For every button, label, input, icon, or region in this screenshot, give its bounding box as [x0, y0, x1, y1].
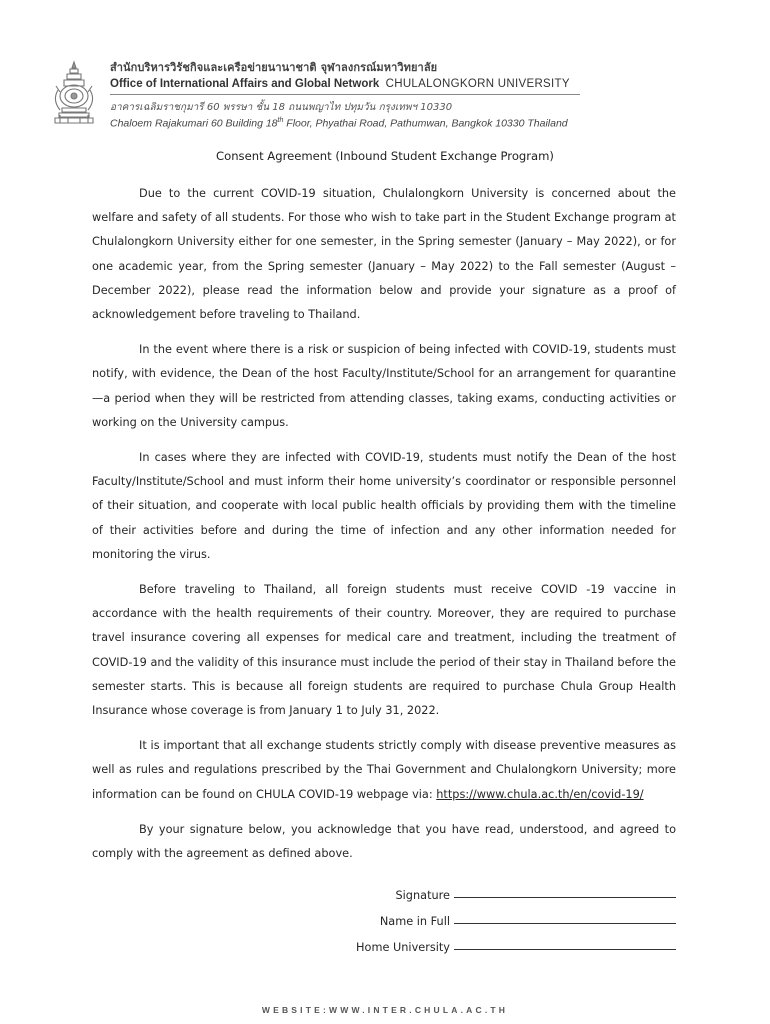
document-title: Consent Agreement (Inbound Student Exchange Program): [216, 149, 554, 163]
address-part-2: Floor, Phyathai Road, Pathumwan, Bangkok 10330 Thailand: [283, 117, 568, 130]
university-row: [330, 928, 676, 954]
address-ordinal: th: [277, 117, 284, 124]
document-body: [92, 182, 676, 877]
signature-line[interactable]: [454, 883, 676, 898]
address-part-1: Chaloem Rajakumari 60 Building 18: [110, 117, 278, 130]
covid-webpage-link[interactable]: https://www.chula.ac.th/en/covid-19/: [436, 787, 644, 801]
university-name: CHULALONGKORN UNIVERSITY: [385, 78, 570, 90]
university-label: Home University: [356, 941, 450, 954]
name-row: [330, 902, 676, 928]
name-label: Name in Full: [379, 915, 450, 928]
thai-address: อาคารเฉลิมราชกุมารี 60 พรรษา ชั้น 18 ถนนพญาไท ปทุมวัน กรุงเทพฯ 10330: [110, 102, 453, 113]
university-seal-icon: [50, 60, 98, 126]
paragraph-quarantine: In the event where there is a risk or suspicion of being infected with COVID-19, students must notify, with evidence, the Dean of the host Faculty/Institute/School for an arrangement for quarantine—a period when they will be restricted from attending classes, taking exams, conducting activities or working on the University campus.: [92, 343, 676, 429]
paragraph-acknowledgement: By your signature below, you acknowledge that you have read, understood, and agreed to comply with the agreement as defined above.: [92, 822, 676, 861]
office-name: Office of International Affairs and Global Network: [110, 78, 380, 90]
signature-row: [330, 876, 676, 902]
footer-website: WEBSITE:WWW.INTER.CHULA.AC.TH: [261, 1005, 509, 1015]
paragraph-vaccine-insurance: Before traveling to Thailand, all foreign students must receive COVID -19 vaccine in accordance with the health requirements of their country. Moreover, they are required to purchase travel insurance covering all expenses for medical care and treatment, including the treatment of COVID-19 and the validity of this insurance must include the period of their stay in Thailand before the semester starts. This is because all foreign students are required to purchase Chula Group Health Insurance whose coverage is from January 1 to July 31, 2022.: [92, 583, 676, 718]
paragraph-intro: Due to the current COVID-19 situation, Chulalongkorn University is concerned about the welfare and safety of all students. For those who wish to take part in the Student Exchange program at Chulalongkorn University either for one semester, in the Spring semester (January – May 2022), or for one academic year, from the Spring semester (January – May 2022) to the Fall semester (August – December 2022), please read the information below and provide your signature as a proof of acknowledgement before traveling to Thailand.: [92, 187, 676, 322]
english-address: [110, 117, 580, 130]
english-org-name: [110, 78, 580, 90]
letterhead-divider: [110, 94, 580, 95]
signature-label: Signature: [395, 889, 450, 902]
university-line[interactable]: [454, 935, 676, 950]
letterhead: [50, 58, 580, 128]
paragraph-compliance: [92, 734, 676, 807]
paragraph-infection: In cases where they are infected with COVID-19, students must notify the Dean of the host Faculty/Institute/School and must inform their home university’s coordinator or responsible personnel of their situation, and cooperate with local public health officials by providing them with the timeline of their activities before and during the time of infection and any other information needed for monitoring the virus.: [92, 451, 676, 561]
letterhead-text: [110, 58, 580, 130]
thai-org-name: สำนักบริหารวิรัชกิจและเครือข่ายนานาชาติ จุฬาลงกรณ์มหาวิทยาลัย: [110, 61, 438, 74]
compliance-text: It is important that all exchange students strictly comply with disease preventive measures as well as rules and regulations prescribed by the Thai Government and Chulalongkorn University; more information can be found on CHULA COVID-19 webpage via:: [92, 739, 676, 801]
name-line[interactable]: [454, 909, 676, 924]
signature-block: [330, 876, 676, 954]
